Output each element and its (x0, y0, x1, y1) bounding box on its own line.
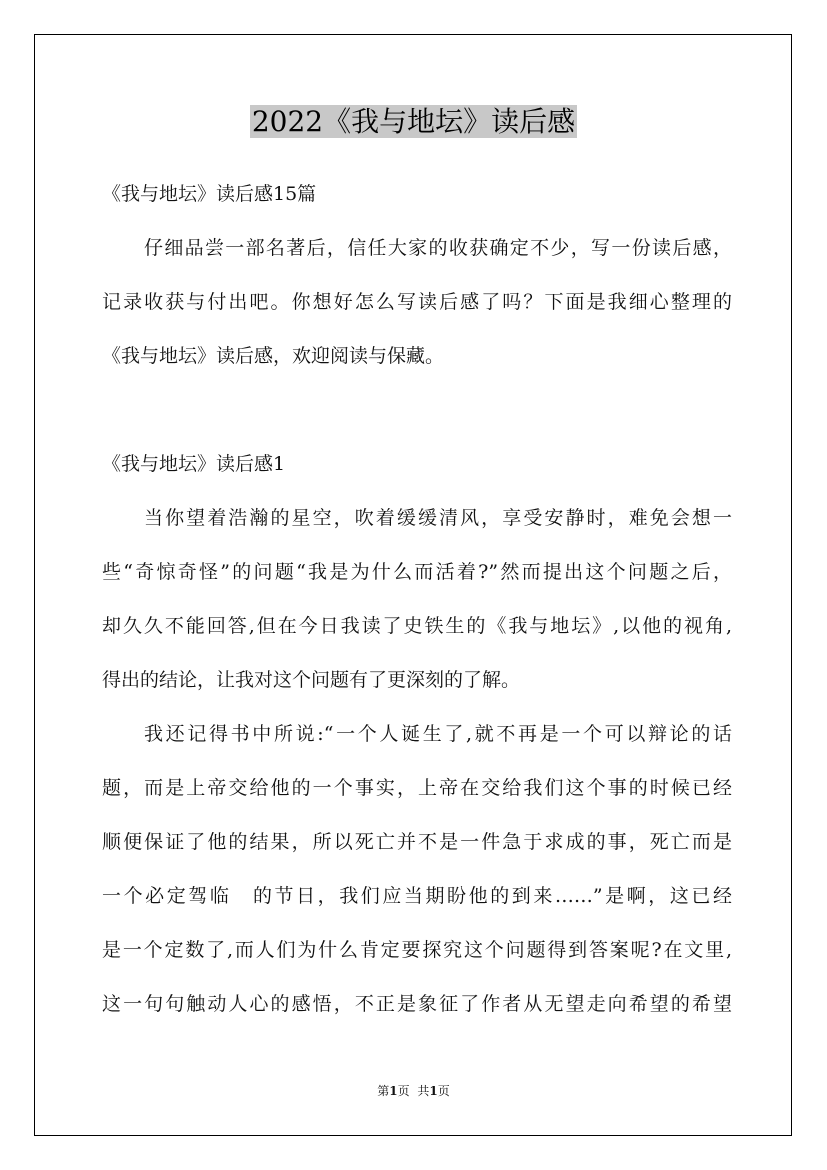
document-subtitle: 《我与地坛》读后感15篇 (102, 183, 317, 205)
spacer (102, 388, 732, 442)
paragraph-line: 是一个定数了,而人们为什么肯定要探究这个问题得到答案呢?在文里, (102, 939, 732, 961)
paragraph-line: 顺便保证了他的结果，所以死亡并不是一件急于求成的事，死亡而是 (102, 831, 732, 853)
paragraph-line: 一个必定驾临 的节日，我们应当期盼他的到来……”是啊，这已经 (102, 885, 732, 907)
paragraph-line: 这一句句触动人心的感悟，不正是象征了作者从无望走向希望的希望 (102, 993, 732, 1015)
paragraph-line: 得出的结论，让我对这个问题有了更深刻的了解。 (102, 669, 521, 691)
section-heading: 《我与地坛》读后感1 (102, 453, 286, 475)
page-footer (0, 1082, 827, 1099)
document-body (102, 172, 732, 1036)
footer-total-suffix: 页 (437, 1084, 450, 1098)
footer-total-prefix: 共 (417, 1084, 430, 1098)
intro-line: 《我与地坛》读后感，欢迎阅读与保藏。 (102, 345, 445, 367)
intro-line: 仔细品尝一部名著后，信任大家的收获确定不少，写一份读后感， (144, 237, 732, 259)
paragraph-line: 题，而是上帝交给他的一个事实，上帝在交给我们这个事的时候已经 (102, 777, 732, 799)
footer-page-prefix: 第 (377, 1084, 390, 1098)
paragraph-line: 我还记得书中所说:“一个人诞生了,就不再是一个可以辩论的话 (144, 723, 732, 745)
footer-page-suffix: 页 (397, 1084, 410, 1098)
paragraph-line: 却久久不能回答,但在今日我读了史铁生的《我与地坛》,以他的视角, (102, 615, 732, 637)
document-title (0, 102, 827, 142)
paragraph-line: 些“奇惊奇怪”的问题“我是为什么而活着?”然而提出这个问题之后， (102, 561, 732, 583)
paragraph-line: 当你望着浩瀚的星空，吹着缓缓清风，享受安静时，难免会想一 (144, 507, 732, 529)
intro-line: 记录收获与付出吧。你想好怎么写读后感了吗？下面是我细心整理的 (102, 291, 732, 313)
document-title-text: 2022《我与地坛》读后感 (251, 105, 576, 138)
footer-total-number: 1 (429, 1084, 438, 1098)
footer-page-number: 1 (389, 1084, 398, 1098)
